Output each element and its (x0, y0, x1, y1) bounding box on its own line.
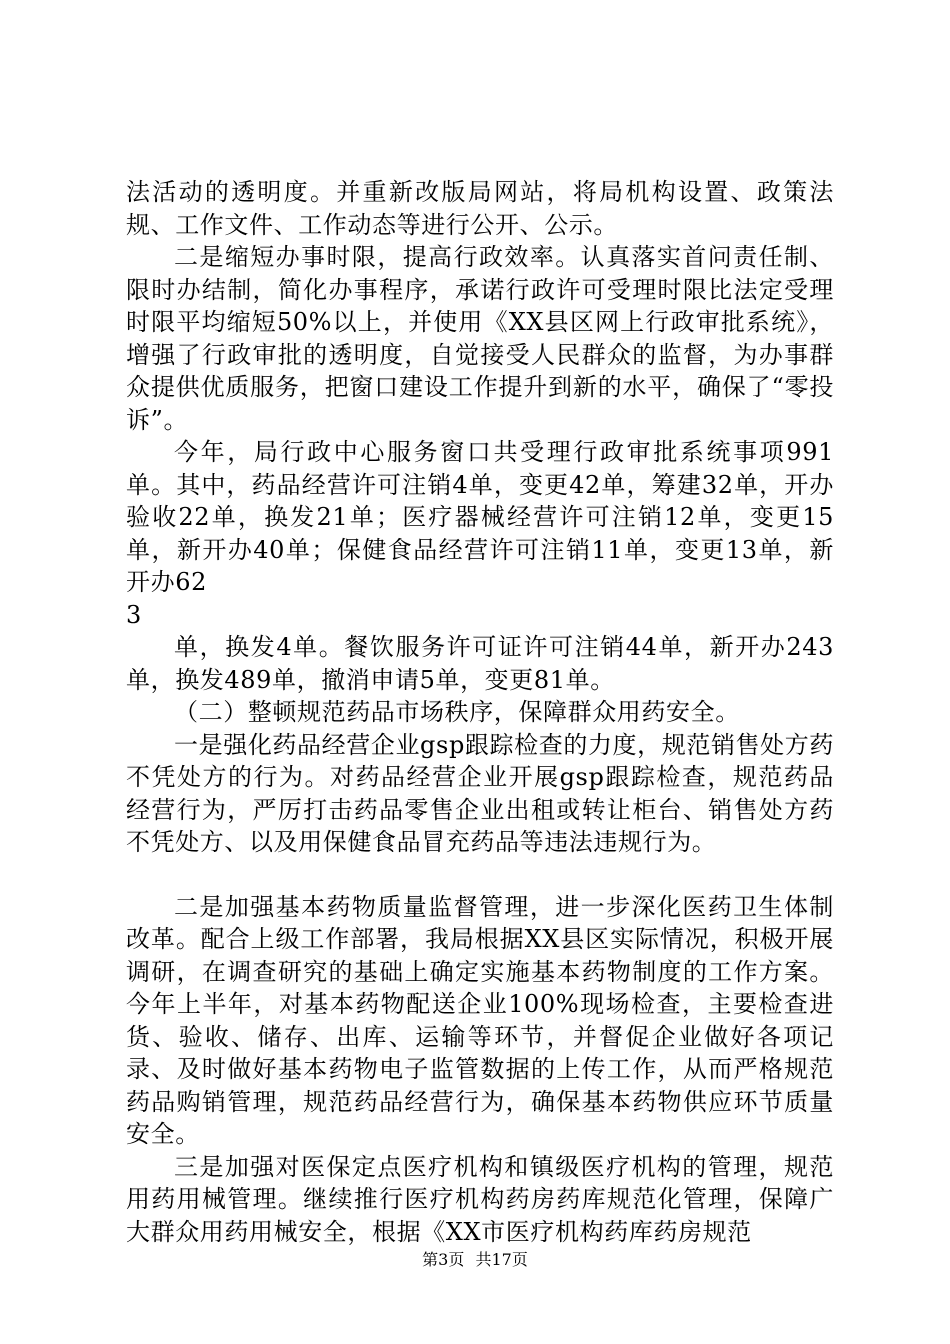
page-number: 第3页 (422, 1250, 465, 1269)
total-pages: 共17页 (475, 1250, 528, 1269)
blank-line (126, 859, 834, 891)
section-heading-2: （二）整顿规范药品市场秩序，保障群众用药安全。 (174, 698, 740, 726)
paragraph-shorten-time: 二是缩短办事时限，提高行政效率。认真落实首问责任制、限时办结制，简化办事程序，承诺行政许可受理时限比法定受理时限平均缩短50%以上，并使用《XX县区网上行政审批系统》，增强了行政审批的透明度，自觉接受人民群众的监督，为办事群众提供优质服务，把窗口建设工作提升到新的水平，确保了“零投诉”。 (126, 243, 834, 434)
body-text (126, 176, 834, 1248)
paragraph-statistics: 今年，局行政中心服务窗口共受理行政审批系统事项991单。其中，药品经营许可注销4单，变更42单，筹建32单，开办验收22单，换发21单；医疗器械经营许可注销12单，变更15单，新开办40单；保健食品经营许可注销11单，变更13单，新开办62 (126, 438, 834, 596)
paragraph-gsp: 一是强化药品经营企业gsp跟踪检查的力度，规范销售处方药不凭处方的行为。对药品经营企业开展gsp跟踪检查，规范药品经营行为，严厉打击药品零售企业出租或转让柜台、销售处方药不凭处方、以及用保健食品冒充药品等违法违规行为。 (126, 730, 834, 856)
stray-page-number: 3 (126, 600, 142, 629)
paragraph-essential-drugs: 二是加强基本药物质量监督管理，进一步深化医药卫生体制改革。配合上级工作部署，我局根据XX县区实际情况，积极开展调研，在调查研究的基础上确定实施基本药物制度的工作方案。今年上半年，对基本药物配送企业100%现场检查，主要检查进货、验收、储存、出库、运输等环节，并督促企业做好各项记录、及时做好基本药物电子监管数据的上传工作，从而严格规范药品购销管理，规范药品经营行为，确保基本药物供应环节质量安全。 (126, 892, 834, 1148)
paragraph-continuation: 法活动的透明度。并重新改版局网站，将局机构设置、政策法规、工作文件、工作动态等进行公开、公示。 (126, 178, 834, 239)
page-footer (0, 1247, 950, 1270)
paragraph-statistics-continued: 单，换发4单。餐饮服务许可证许可注销44单，新开办243单，换发489单，撤消申请5单，变更81单。 (126, 633, 834, 694)
paragraph-medical-institutions: 三是加强对医保定点医疗机构和镇级医疗机构的管理，规范用药用械管理。继续推行医疗机构药房药库规范化管理，保障广大群众用药用械安全，根据《XX市医疗机构药库药房规范 (126, 1152, 834, 1246)
